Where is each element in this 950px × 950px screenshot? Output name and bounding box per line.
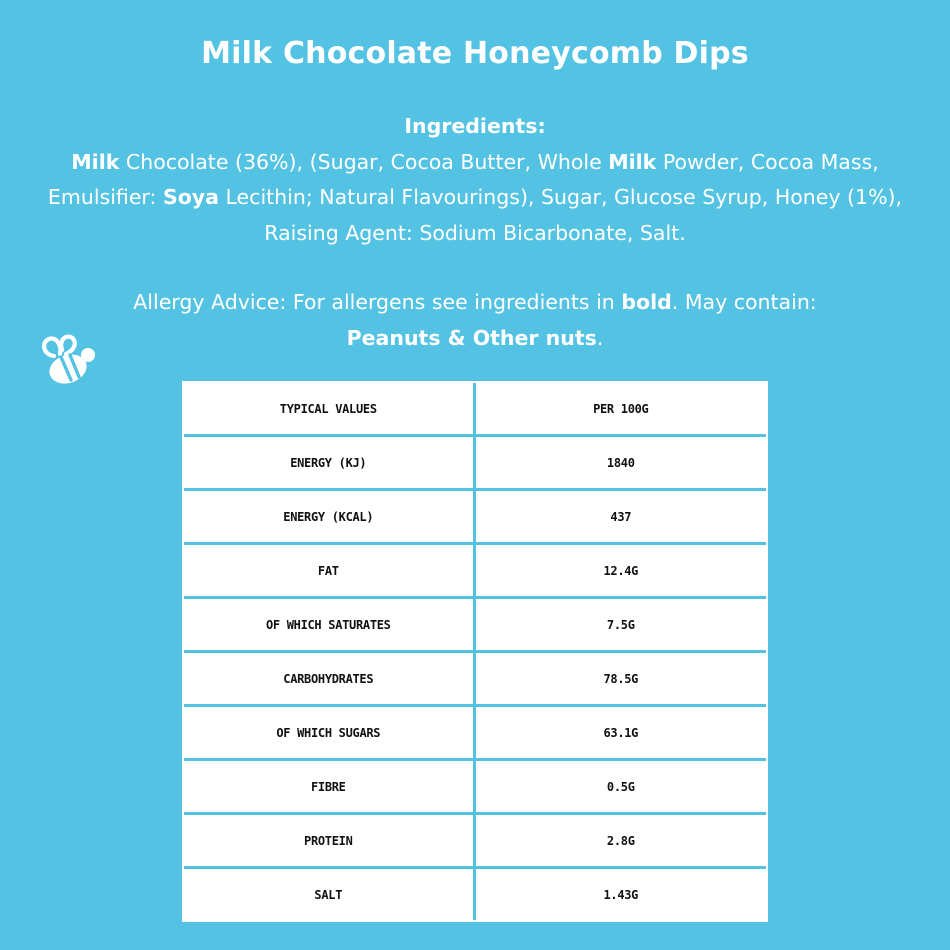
nutrient-label: SALT — [184, 869, 476, 920]
allergy-text: Allergy Advice: For allergens see ingredients in — [133, 290, 622, 314]
ingredients-part: Powder, Cocoa Mass, Emulsifier: — [47, 149, 879, 209]
allergen-milk: Milk — [608, 149, 657, 174]
nutrient-label: FAT — [184, 545, 476, 599]
allergen-milk: Milk — [71, 149, 120, 174]
nutrient-value: 63.1G — [476, 707, 766, 761]
nutrient-label: ENERGY (KCAL) — [184, 491, 476, 545]
ingredients-text — [40, 145, 910, 252]
nutrient-label: PROTEIN — [184, 815, 476, 869]
nutrient-value: 7.5G — [476, 599, 766, 653]
table-row — [184, 437, 766, 491]
allergy-text: . May contain: — [671, 290, 817, 314]
table-row — [184, 599, 766, 653]
header-typical-values: TYPICAL VALUES — [184, 383, 476, 437]
nutrient-value: 1840 — [476, 437, 766, 491]
allergen-soya: Soya — [162, 185, 219, 209]
allergy-advice — [40, 285, 910, 356]
nutrient-value: 0.5G — [476, 761, 766, 815]
ingredients-part: Lecithin; Natural Flavourings), Sugar, Glucose Syrup, Honey (1%), Raising Agent: Sodium Bicarbonate, Salt. — [218, 185, 903, 245]
table-row — [184, 707, 766, 761]
table-row — [184, 761, 766, 815]
nutrient-value: 1.43G — [603, 887, 639, 902]
table-row — [184, 815, 766, 869]
ingredients-section — [40, 109, 910, 251]
nutrient-label: CARBOHYDRATES — [184, 653, 476, 707]
table-row — [184, 545, 766, 599]
nutrition-table — [182, 381, 768, 922]
may-contain-nuts: Peanuts & Other nuts — [346, 325, 597, 350]
allergy-bold-word: bold — [621, 290, 672, 314]
table-row — [184, 653, 766, 707]
nutrient-value: 78.5G — [476, 653, 766, 707]
nutrient-label: FIBRE — [184, 761, 476, 815]
allergy-line-2 — [40, 321, 910, 357]
nutrient-value: 437 — [476, 491, 766, 545]
table-row — [184, 491, 766, 545]
nutrient-label: ENERGY (KJ) — [184, 437, 476, 491]
table-header-row — [184, 383, 766, 437]
nutrient-value: 2.8G — [476, 815, 766, 869]
ingredients-heading: Ingredients: — [404, 114, 546, 138]
product-title: Milk Chocolate Honeycomb Dips — [201, 36, 749, 71]
nutrient-value: 12.4G — [476, 545, 766, 599]
allergy-text: . — [596, 325, 604, 350]
bee-icon — [40, 332, 100, 388]
header-per-100g: PER 100G — [476, 383, 766, 437]
table-row — [184, 869, 766, 920]
ingredients-part: Chocolate (36%), (Sugar, Cocoa Butter, Whole — [119, 149, 609, 174]
allergy-line-1 — [40, 285, 910, 321]
nutrient-label: OF WHICH SUGARS — [184, 707, 476, 761]
nutrient-label: OF WHICH SATURATES — [184, 599, 476, 653]
